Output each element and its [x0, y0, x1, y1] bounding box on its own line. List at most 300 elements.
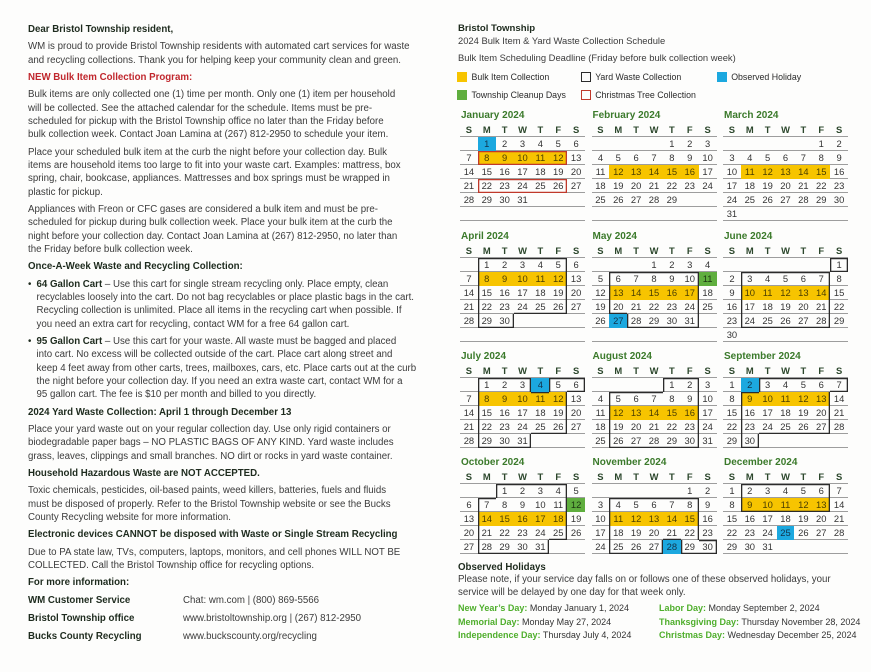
- calendar-day: 28: [648, 194, 660, 205]
- weekday-label: W: [518, 123, 527, 135]
- calendar-day-bulk: 10: [759, 392, 777, 406]
- weekday-label: T: [633, 364, 640, 376]
- calendar-day-cleanup: 12: [567, 498, 585, 512]
- calendar-day: 9: [687, 152, 693, 163]
- calendar-day: 22: [816, 180, 827, 191]
- calendar-day: [830, 328, 848, 342]
- calendar-day: [567, 193, 585, 207]
- calendar-day: [681, 328, 699, 342]
- calendar-day: 4: [747, 152, 753, 163]
- intro-paragraph: [28, 40, 440, 67]
- month-calendar: [723, 109, 848, 221]
- calendar-day: [627, 258, 645, 272]
- calendar-day: [794, 137, 812, 151]
- calendar-day: [609, 484, 627, 498]
- calendar-day: 17: [741, 300, 759, 314]
- calendar-day: 21: [463, 180, 475, 191]
- calendar-day-bulk: 10: [514, 392, 532, 406]
- green-swatch-icon: [457, 90, 467, 100]
- week-row: [723, 434, 848, 448]
- calendar-day: 15: [478, 406, 496, 420]
- weekday-label: T: [669, 364, 675, 376]
- calendar-day: 15: [726, 513, 738, 524]
- weekday-label: F: [818, 470, 825, 482]
- week-row: [460, 207, 585, 221]
- weekday-label: M: [482, 123, 491, 135]
- week-row: [592, 526, 717, 540]
- calendar-day: 20: [609, 300, 627, 314]
- text-line: the Friday before bulk collection week.: [28, 243, 193, 255]
- observed-holidays-section: [458, 562, 862, 641]
- calendar-day: 24: [759, 420, 777, 434]
- text-line: Due to PA state law, TVs, computers, laptops, monitors, and cell phones WILL NOT BE: [28, 546, 401, 558]
- month-calendar: [592, 456, 717, 554]
- holiday-name: Independence Day:: [458, 630, 541, 641]
- text-line: spring, chair, bookcase, appliances. Mattresses and box springs must be wrapped in: [28, 173, 390, 185]
- calendar-day: 3: [514, 258, 532, 272]
- calendar-day: 26: [613, 194, 624, 205]
- calendar-day: 13: [463, 513, 475, 524]
- calendar-day: [514, 328, 532, 342]
- calendar-day: 19: [798, 407, 809, 418]
- week-row: [460, 314, 585, 328]
- calendar-day-bulk: 12: [759, 165, 777, 179]
- weekday-header-row: [460, 123, 585, 138]
- holiday-list: [458, 602, 862, 643]
- weekday-label: W: [518, 244, 527, 256]
- weekday-header-row: [723, 123, 848, 138]
- calendar-day: [759, 434, 777, 448]
- calendar-day: 26: [570, 527, 582, 538]
- calendar-day: 30: [833, 194, 845, 205]
- week-row: [723, 540, 848, 554]
- calendar-day: 9: [704, 499, 711, 510]
- calendar-day: 1: [478, 258, 496, 272]
- calendar-day-bulk: 13: [812, 392, 830, 406]
- calendar-day: 17: [726, 180, 738, 191]
- calendar-day: 28: [478, 540, 496, 554]
- calendar-day: 26: [549, 420, 567, 434]
- calendar-day: [741, 137, 759, 151]
- calendar-day: 9: [519, 499, 526, 510]
- calendar-day: 21: [630, 301, 642, 312]
- calendar-day: 5: [555, 138, 561, 149]
- month-title: May 2024: [592, 231, 637, 242]
- observed-holidays-note: [458, 574, 862, 599]
- weekday-label: W: [781, 364, 790, 376]
- bullet-title: 64 Gallon Cart: [36, 278, 103, 290]
- month-calendar: [460, 456, 585, 554]
- week-row: [723, 378, 848, 392]
- calendar-day: [812, 434, 830, 448]
- calendar-day: 17: [762, 407, 773, 418]
- calendar-day: [531, 193, 549, 207]
- calendar-day-bulk: 12: [549, 272, 567, 286]
- calendar-day-cleanup: 11: [699, 272, 717, 286]
- calendar-day: [741, 328, 759, 342]
- calendar-day: [663, 328, 681, 342]
- week-row: [460, 512, 585, 526]
- calendar-day-bulk: 9: [741, 498, 759, 512]
- calendar-day: [609, 207, 627, 221]
- calendar-day: 2: [729, 273, 735, 284]
- calendar-day: 27: [630, 194, 642, 205]
- text-line: grass, leaves, clippings and small branches. NO dirt or rocks in yard waste container.: [28, 450, 393, 462]
- weekday-header-row: [592, 364, 717, 379]
- calendar-day: 2: [687, 138, 693, 149]
- calendar-day: 23: [684, 180, 695, 191]
- month-title: October 2024: [461, 457, 525, 468]
- calendar-day-holiday: 27: [609, 314, 627, 328]
- calendar-day: 22: [833, 301, 845, 312]
- calendar-day: 28: [833, 527, 845, 538]
- calendar-day: [759, 137, 777, 151]
- calendar-day: 22: [499, 527, 510, 538]
- calendar-day: 5: [794, 378, 812, 392]
- holiday-date: Thursday November 28, 2024: [741, 616, 861, 627]
- calendar-day: 2: [496, 258, 514, 272]
- calendar-day: 24: [702, 421, 713, 432]
- week-row: [592, 420, 717, 434]
- calendar-day: [794, 540, 812, 554]
- calendar-day: 5: [549, 378, 567, 392]
- calendar-day: 28: [463, 315, 475, 326]
- text-line: biodegradable paper bags – NO PLASTIC BAGS OF ANY KIND. Yard waste includes: [28, 437, 394, 449]
- calendar-day-bulk: 11: [609, 512, 627, 526]
- calendar-day: [460, 484, 478, 498]
- month-calendar: [460, 350, 585, 448]
- month-title: December 2024: [724, 457, 798, 468]
- week-row: [460, 165, 585, 179]
- calendar-day-bulk: 11: [531, 272, 549, 286]
- calendar-day: 20: [570, 166, 582, 177]
- hazardous-waste-paragraph: [28, 484, 440, 524]
- calendar-day: 23: [681, 420, 699, 434]
- calendar-day: 6: [794, 272, 812, 286]
- calendar-day: 31: [726, 208, 738, 219]
- calendar-day: 24: [681, 300, 699, 314]
- legend-label: Yard Waste Collection: [595, 72, 682, 82]
- calendar-day: 8: [669, 152, 675, 163]
- bullet-text: – Use this cart for your waste. All waste must be bagged and placed: [104, 335, 397, 347]
- calendar-day: [699, 328, 717, 342]
- contact-value[interactable]: www.buckscounty.org/recycling: [183, 631, 317, 643]
- calendar-day: [794, 258, 812, 272]
- week-row: [460, 420, 585, 434]
- contact-row-bucks-county: [28, 630, 440, 643]
- calendar-day-bulk: 15: [681, 512, 699, 526]
- bullet-64-gallon-cart: [28, 278, 440, 331]
- text-line: COLLECTED. Call the Bristol Township office for recycling options.: [28, 560, 315, 571]
- weekday-label: S: [572, 364, 580, 376]
- weekday-label: F: [686, 244, 693, 256]
- text-line: [37, 335, 441, 348]
- weekday-label: S: [835, 123, 843, 135]
- week-row: [723, 179, 848, 193]
- calendar-day: 3: [741, 272, 759, 286]
- calendar-day: [759, 258, 777, 272]
- calendar-day: 6: [627, 392, 645, 406]
- calendar-day: [627, 328, 645, 342]
- weekday-label: F: [686, 470, 693, 482]
- calendar-day: 17: [595, 527, 606, 538]
- month-title: November 2024: [592, 457, 667, 468]
- calendar-day: [567, 207, 585, 221]
- calendar-day: 1: [687, 485, 693, 496]
- week-row: [723, 420, 848, 434]
- calendar-day: 27: [570, 180, 582, 191]
- calendar-day-bulk: 11: [777, 498, 795, 512]
- calendar-day: [549, 328, 567, 342]
- calendar-day: 24: [741, 314, 759, 328]
- calendar-day: 27: [645, 540, 663, 554]
- week-row: [723, 498, 848, 512]
- calendar-day: 3: [759, 378, 777, 392]
- week-row: [460, 540, 585, 554]
- calendar-day: 17: [762, 513, 773, 524]
- calendar-day: 6: [633, 152, 639, 163]
- holiday-date: Monday January 1, 2024: [529, 603, 629, 613]
- calendar-day: 17: [517, 166, 528, 177]
- calendar-day: 7: [663, 498, 681, 512]
- yard-waste-heading: 2024 Yard Waste Collection: April 1 through December 13: [28, 406, 292, 418]
- text-line: scheduled for pickup with the Bristol Township office no later than the Friday before: [28, 116, 384, 128]
- calendar-day: 8: [729, 499, 735, 510]
- calendar-day: [592, 137, 610, 151]
- calendar-day: [592, 258, 610, 272]
- weekday-label: T: [501, 470, 508, 482]
- calendar-day: 8: [669, 393, 675, 404]
- calendar-day: 28: [833, 421, 845, 432]
- week-row: [723, 272, 848, 286]
- calendar-day: 30: [699, 540, 717, 554]
- week-row: [723, 137, 848, 151]
- calendar-day-holiday: 1: [478, 137, 496, 151]
- contact-label: Bristol Township office: [28, 613, 135, 625]
- text-line: will be collected. See the attached calendar for the schedule. Items must be pre-: [28, 102, 373, 114]
- calendar-day: 31: [681, 314, 699, 328]
- calendar-day: 1: [818, 138, 824, 149]
- weekday-label: S: [572, 123, 580, 135]
- calendar-day: [531, 328, 549, 342]
- calendar-day: 1: [496, 484, 514, 498]
- calendar-day: 6: [573, 138, 579, 149]
- calendar-day-bulk: 9: [741, 392, 759, 406]
- weekday-header-row: [723, 470, 848, 485]
- weekday-label: S: [728, 123, 736, 135]
- calendar-day: [830, 540, 848, 554]
- weekday-label: S: [704, 364, 711, 376]
- calendar-day-bulk: 8: [478, 392, 496, 406]
- calendar-day: 15: [726, 407, 738, 418]
- holiday-item: [458, 616, 659, 630]
- weekday-label: S: [835, 364, 843, 376]
- weekday-label: F: [555, 364, 562, 376]
- week-row: [460, 151, 585, 165]
- calendar-day: 5: [627, 498, 645, 512]
- bulk-paragraph-appliances: [28, 203, 440, 256]
- calendar-day-bulk: 11: [741, 165, 759, 179]
- calendar-day: 18: [780, 407, 791, 418]
- text-line: Appliances with Freon or CFC gases are considered a bulk item and must be pre-: [28, 204, 378, 216]
- calendar-day: 22: [648, 301, 660, 312]
- weekday-label: F: [555, 470, 562, 482]
- calendar-day-bulk: 16: [514, 512, 532, 526]
- month-title: July 2024: [461, 351, 507, 362]
- month-title: March 2024: [724, 110, 779, 121]
- calendar-day-bulk: 16: [663, 286, 681, 300]
- calendar-day: 25: [531, 300, 549, 314]
- calendar-day: 20: [630, 421, 642, 432]
- contact-value[interactable]: Chat: wm.com | (800) 869-5566: [183, 595, 320, 607]
- calendar-day: 22: [666, 421, 678, 432]
- text-line: County Recycling website for more information.: [28, 511, 231, 523]
- weekday-label: T: [501, 364, 508, 376]
- week-row: [592, 484, 717, 498]
- text-line: Toxic chemicals, pesticides, oil-based paints, weed killers, batteries, fuels and fluids: [28, 485, 387, 497]
- calendar-day-holiday: 25: [777, 526, 795, 540]
- calendar-day: 18: [535, 407, 546, 418]
- weekday-label: F: [818, 244, 825, 256]
- week-row: [592, 137, 717, 151]
- weekday-label: W: [781, 244, 790, 256]
- week-row: [592, 165, 717, 179]
- calendar-day: [741, 207, 759, 221]
- week-row: [723, 151, 848, 165]
- calendar-day-bulk: 14: [645, 406, 663, 420]
- holiday-item: [659, 602, 862, 616]
- weekday-label: T: [800, 470, 807, 482]
- calendar-day-bulk: 15: [812, 165, 830, 179]
- contact-label: Bucks County Recycling: [28, 631, 142, 643]
- calendar-day: [549, 540, 567, 554]
- blue-swatch-icon: [717, 72, 727, 82]
- text-line: Please note, if your service day falls on or follows one of these observed holidays, your: [458, 574, 831, 585]
- electronics-paragraph: [28, 546, 440, 573]
- calendar-day: 26: [794, 420, 812, 434]
- calendar-day: 29: [816, 194, 827, 205]
- calendar-day: [777, 137, 795, 151]
- calendar-day: [645, 378, 663, 392]
- calendar-day: 30: [726, 329, 738, 340]
- calendar-day: 4: [531, 258, 549, 272]
- contact-value[interactable]: www.bristoltownship.org | (267) 812-2950: [183, 613, 362, 625]
- information-column: [28, 23, 440, 644]
- calendar-day: 6: [466, 499, 472, 510]
- text-line: must be disposed of properly. Refer to the Bristol Township website or see the Bucks: [28, 498, 391, 510]
- calendar-day-bulk: 9: [496, 272, 514, 286]
- calendar-day: 19: [630, 527, 642, 538]
- weekday-label: W: [518, 364, 527, 376]
- calendar-day: 19: [798, 513, 809, 524]
- calendar-day: [627, 484, 645, 498]
- weekday-label: T: [669, 123, 675, 135]
- weekday-label: T: [537, 470, 544, 482]
- calendar-day: 4: [609, 498, 627, 512]
- hazardous-waste-heading: Household Hazardous Waste are NOT ACCEPTED.: [28, 467, 260, 479]
- calendar-day: 28: [812, 314, 830, 328]
- weekday-label: T: [800, 364, 807, 376]
- calendar-day: 21: [663, 526, 681, 540]
- calendar-day: 2: [669, 259, 675, 270]
- calendar-day-bulk: 10: [514, 272, 532, 286]
- calendar-day: 14: [833, 499, 845, 510]
- week-row: [460, 378, 585, 392]
- bullet-continuation: [37, 348, 441, 401]
- weekday-label: S: [597, 470, 604, 482]
- calendar-day-bulk: 11: [531, 392, 549, 406]
- weekday-label: T: [501, 244, 508, 256]
- calendar-day: [830, 434, 848, 448]
- calendar-day: 9: [729, 287, 735, 298]
- week-row: [460, 392, 585, 406]
- calendar-day: 25: [744, 194, 755, 205]
- calendar-day-holiday: 4: [531, 378, 549, 392]
- text-line: Bulk items are only collected one (1) time per month. Only one (1) item per household: [28, 89, 396, 101]
- calendar-day: 10: [726, 166, 738, 177]
- calendar-day: 24: [595, 541, 606, 552]
- week-row: [460, 272, 585, 286]
- calendar-day: [627, 137, 645, 151]
- legend-label: Christmas Tree Collection: [595, 90, 696, 101]
- weekday-label: S: [728, 244, 736, 256]
- yard-waste-paragraph: [28, 423, 440, 463]
- weekday-label: M: [614, 364, 623, 376]
- calendar-day: 19: [549, 406, 567, 420]
- calendar-day: [830, 207, 848, 221]
- calendar-day: 30: [496, 314, 514, 328]
- calendar-day: 29: [681, 540, 699, 554]
- calendar-day: [609, 328, 627, 342]
- calendar-day-bulk: 14: [645, 165, 663, 179]
- calendar-day: 18: [780, 513, 791, 524]
- week-row: [723, 258, 848, 272]
- text-line: service will be delayed by one day for that week only.: [458, 586, 686, 598]
- calendar-day-bulk: 11: [531, 151, 549, 165]
- week-row: [592, 512, 717, 526]
- weekday-header-row: [723, 364, 848, 379]
- weekday-header-row: [723, 244, 848, 259]
- weekday-label: S: [465, 123, 473, 135]
- calendar-day-bulk: 13: [627, 406, 645, 420]
- calendar-day: [794, 207, 812, 221]
- calendar-day: 26: [798, 527, 809, 538]
- calendar-day: 2: [514, 484, 532, 498]
- calendar-day: 5: [765, 152, 771, 163]
- calendar-day: [663, 207, 681, 221]
- calendar-day: 25: [595, 435, 606, 446]
- calendar-day: 18: [535, 287, 546, 298]
- calendar-day-bulk: 12: [627, 512, 645, 526]
- weekday-label: T: [764, 364, 771, 376]
- calendar-day: [592, 378, 610, 392]
- calendar-day: 25: [549, 526, 567, 540]
- calendar-day: [478, 207, 496, 221]
- legend-row: [458, 71, 862, 83]
- calendar-day: 23: [496, 179, 514, 193]
- calendar-day: [478, 328, 496, 342]
- calendar-day-bulk: 15: [663, 165, 681, 179]
- calendar-day: 4: [704, 259, 711, 270]
- calendar-day-bulk: 12: [794, 498, 812, 512]
- text-line: keep 4 feet away from other carts, trees, mailboxes, cars, etc. Place carts out at the curb: [36, 362, 417, 374]
- calendar-day: 21: [812, 300, 830, 314]
- week-row: [723, 328, 848, 342]
- holiday-item: [458, 602, 659, 616]
- calendar-day: [460, 137, 478, 151]
- calendar-day: 13: [570, 152, 582, 163]
- calendar-day: 20: [816, 513, 827, 524]
